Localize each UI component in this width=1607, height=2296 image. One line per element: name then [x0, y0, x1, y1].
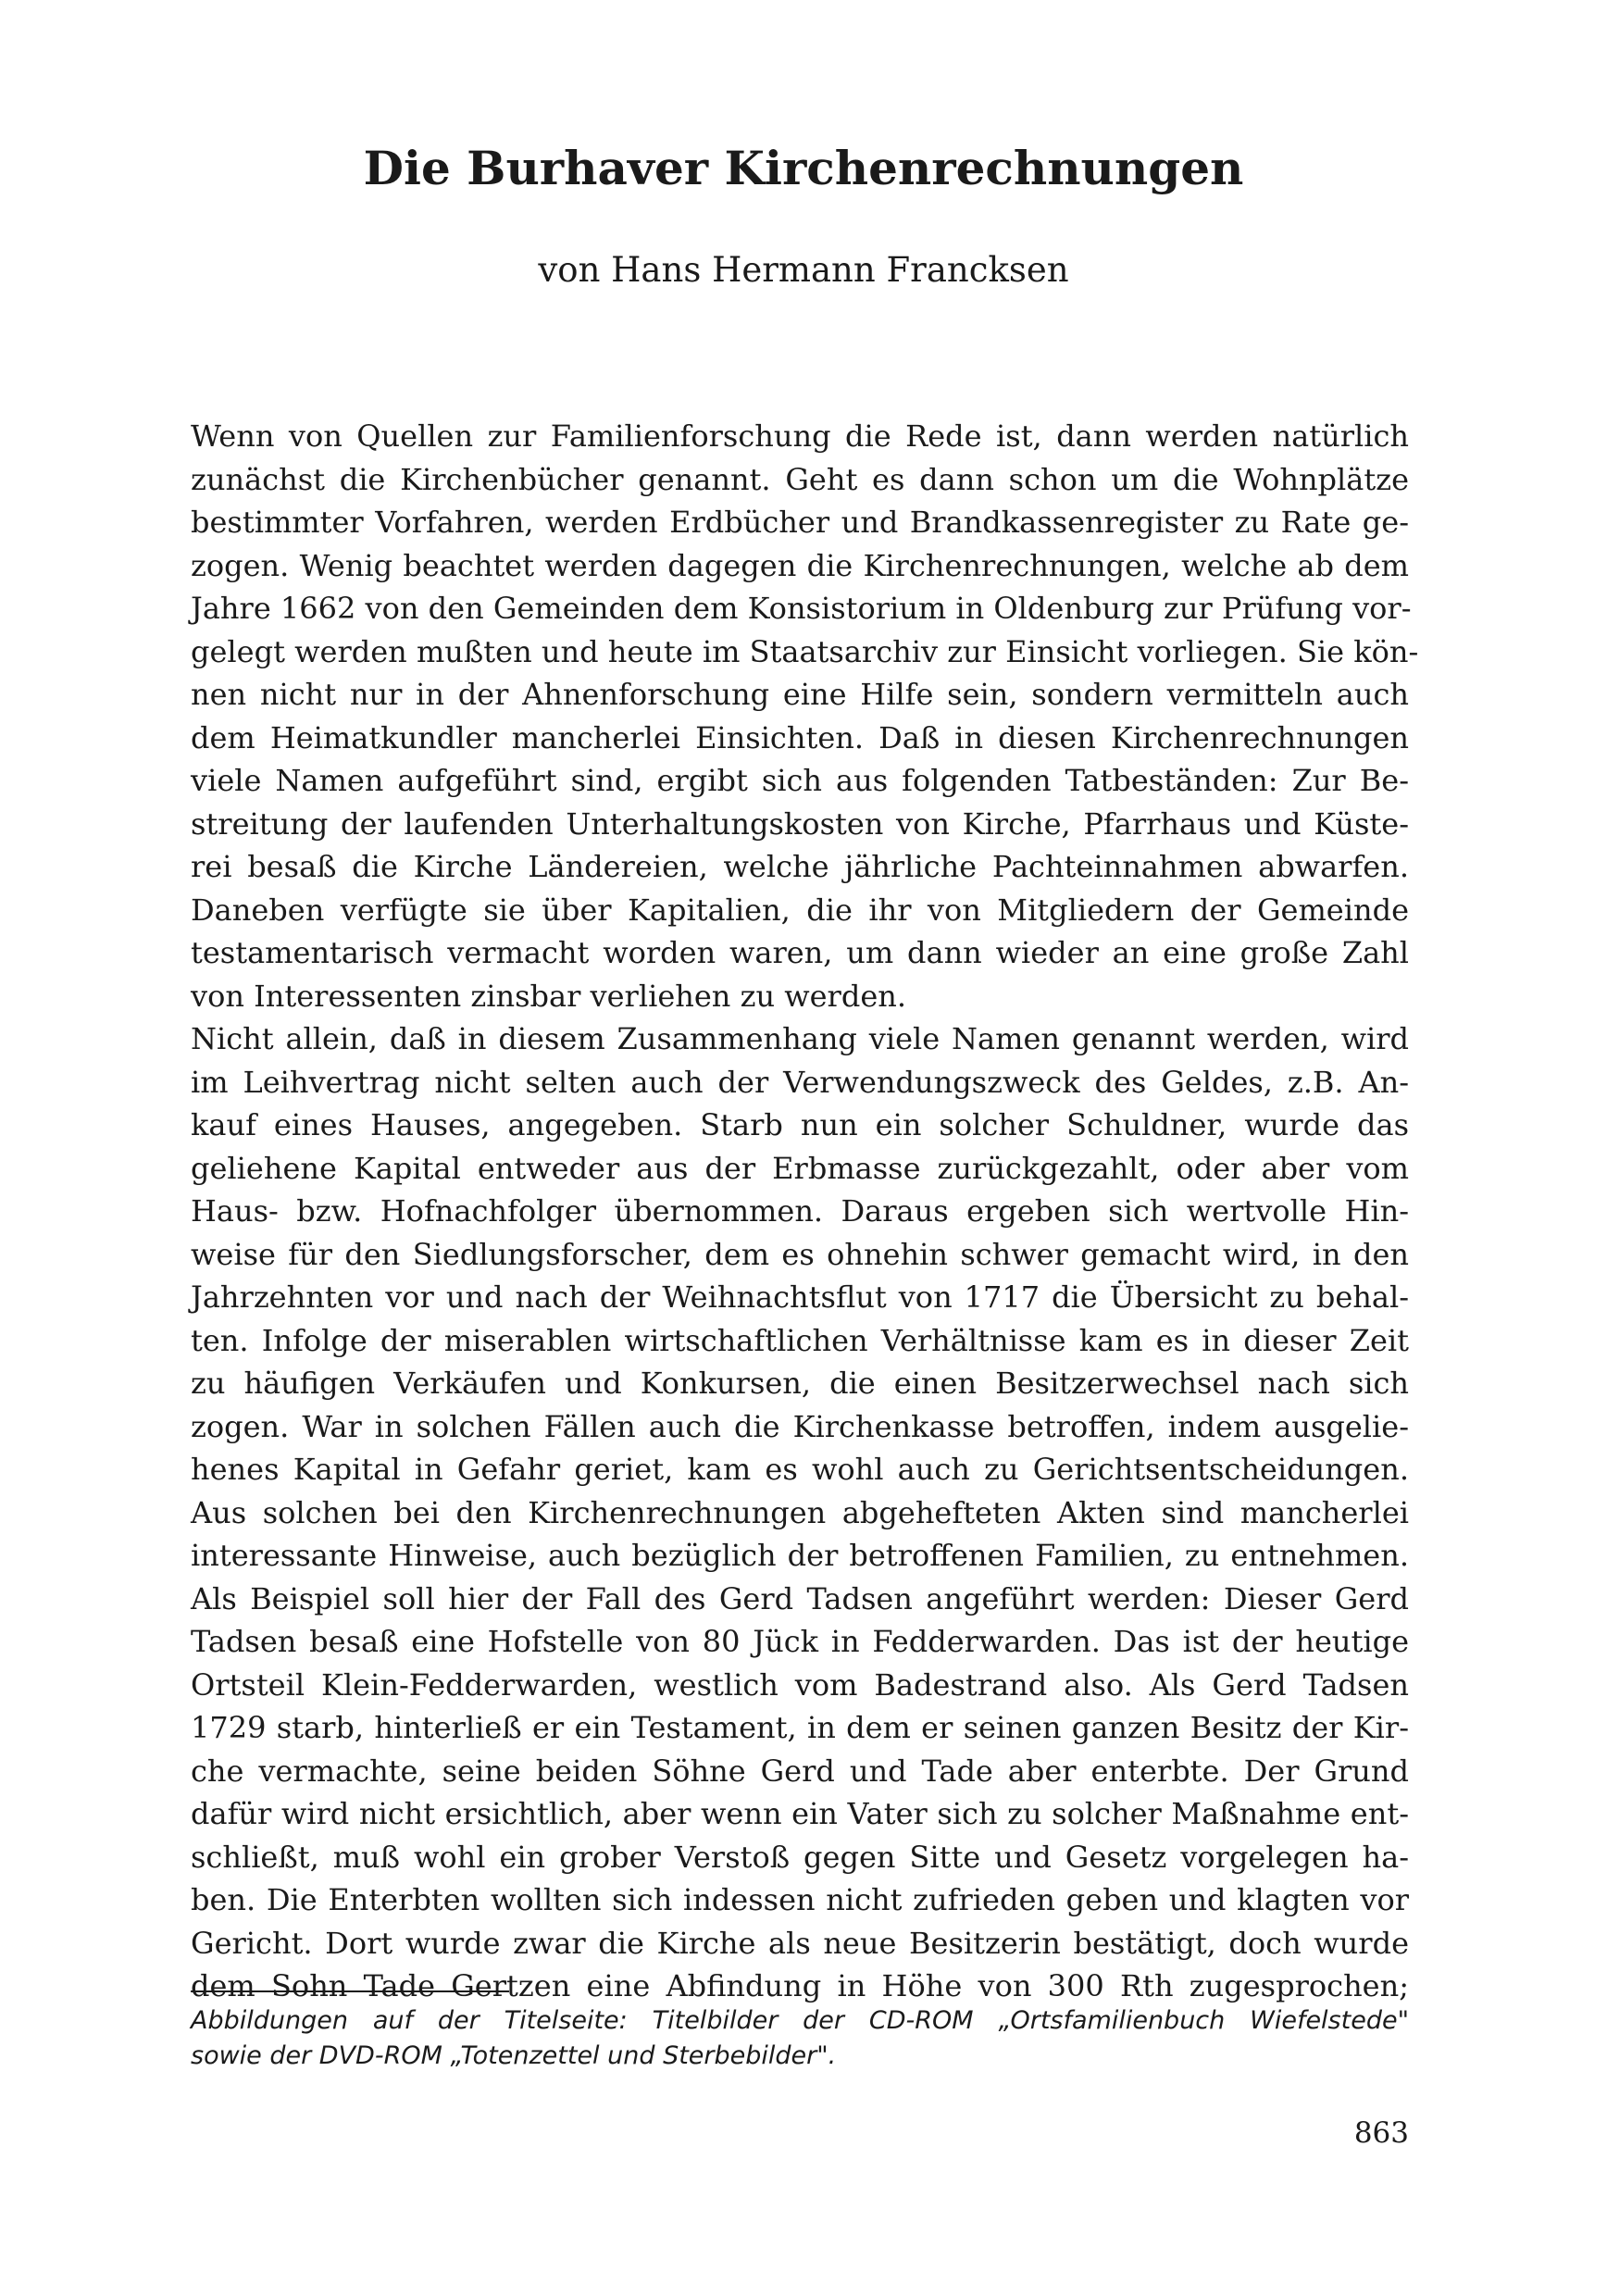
- body-line: zu häufigen Verkäufen und Konkursen, die einen Besitzerwechsel nach sich: [191, 1366, 1409, 1401]
- footnote: [191, 2003, 1409, 2074]
- footnote-divider: [191, 1990, 509, 1992]
- body-line: zogen. Wenig beachtet werden dagegen die Kirchenrechnungen, welche ab dem: [191, 547, 1409, 583]
- page-number: 863: [1353, 2116, 1409, 2150]
- body-line: Aus solchen bei den Kirchenrechnungen abgehefteten Akten sind mancherlei: [191, 1494, 1409, 1530]
- footnote-line: sowie der DVD-ROM „Totenzettel und Sterbebilder".: [191, 2041, 837, 2070]
- body-line: Daneben verfügte sie über Kapitalien, die ihr von Mitgliedern der Gemeinde: [191, 892, 1409, 928]
- body-line: testamentarisch vermacht worden waren, um dann wieder an eine große Zahl: [191, 935, 1409, 970]
- body-line: nen nicht nur in der Ahnenforschung eine Hilfe sein, sondern vermitteln auch: [191, 677, 1409, 712]
- body-line: gelegt werden mußten und heute im Staatsarchiv zur Einsicht vorliegen. Sie kön-: [191, 633, 1419, 669]
- footnote-line: Abbildungen auf der Titelseite: Titelbilder der CD-ROM „Ortsfamilienbuch Wiefelstede": [191, 2006, 1409, 2035]
- body-line: ten. Infolge der miserablen wirtschaftlichen Verhältnisse kam es in dieser Zeit: [191, 1322, 1409, 1358]
- body-line: Nicht allein, daß in diesem Zusammenhang viele Namen genannt werden, wird: [191, 1021, 1409, 1056]
- body-line: Haus- bzw. Hofnachfolger übernommen. Daraus ergeben sich wertvolle Hin-: [191, 1193, 1409, 1229]
- body-line: geliehene Kapital entweder aus der Erbmasse zurückgezahlt, oder aber vom: [191, 1150, 1409, 1186]
- body-line: dem Sohn Tade Gertzen eine Abfindung in Höhe von 300 Rth zugesprochen;: [191, 1968, 1409, 2003]
- body-line: Tadsen besaß eine Hofstelle von 80 Jück in Fedderwarden. Das ist der heutige: [191, 1624, 1409, 1659]
- body-line: dem Heimatkundler mancherlei Einsichten. Daß in diesen Kirchenrechnungen: [191, 719, 1409, 755]
- body-line: kauf eines Hauses, angegeben. Starb nun ein solcher Schuldner, wurde das: [191, 1107, 1409, 1142]
- article-body: [191, 415, 1419, 2008]
- body-line: schließt, muß wohl ein grober Verstoß gegen Sitte und Gesetz vorgelegen ha-: [191, 1839, 1409, 1875]
- body-line: Ortsteil Klein-Fedderwarden, westlich vom Badestrand also. Als Gerd Tadsen: [191, 1666, 1409, 1703]
- body-line: im Leihvertrag nicht selten auch der Verwendungszweck des Geldes, z.B. An-: [191, 1064, 1409, 1100]
- body-line: Als Beispiel soll hier der Fall des Gerd Tadsen angeführt werden: Dieser Gerd: [191, 1580, 1409, 1616]
- body-line: zunächst die Kirchenbücher genannt. Geht es dann schon um die Wohnplätze: [191, 461, 1409, 497]
- body-line: dafür wird nicht ersichtlich, aber wenn ein Vater sich zu solcher Maßnahme ent-: [191, 1796, 1409, 1831]
- body-line: Wenn von Quellen zur Familienforschung die Rede ist, dann werden natürlich: [191, 418, 1409, 454]
- body-line: 1729 starb, hinterließ er ein Testament, in dem er seinen ganzen Besitz der Kir-: [191, 1710, 1409, 1745]
- body-line: ben. Die Enterbten wollten sich indessen nicht zufrieden geben und klagten vor: [191, 1882, 1409, 1917]
- body-line: interessante Hinweise, auch bezüglich der betroffenen Familien, zu entnehmen.: [191, 1538, 1409, 1573]
- body-line: von Interessenten zinsbar verliehen zu werden.: [191, 978, 907, 1014]
- author-byline: von Hans Hermann Francksen: [538, 250, 1069, 290]
- body-line: Jahre 1662 von den Gemeinden dem Konsistorium in Oldenburg zur Prüfung vor-: [191, 591, 1412, 626]
- body-line: bestimmter Vorfahren, werden Erdbücher und Brandkassenregister zu Rate ge-: [191, 505, 1409, 540]
- body-line: rei besaß die Kirche Ländereien, welche jährliche Pachteinnahmen abwarfen.: [191, 849, 1409, 884]
- body-line: zogen. War in solchen Fällen auch die Kirchenkasse betroffen, indem ausgelie-: [191, 1408, 1409, 1444]
- page-title: Die Burhaver Kirchenrechnungen: [363, 141, 1244, 195]
- body-line: Gericht. Dort wurde zwar die Kirche als neue Besitzerin bestätigt, doch wurde: [191, 1925, 1409, 1961]
- body-line: henes Kapital in Gefahr geriet, kam es wohl auch zu Gerichtsentscheidungen.: [191, 1452, 1409, 1487]
- body-line: streitung der laufenden Unterhaltungskosten von Kirche, Pfarrhaus und Küste-: [191, 805, 1409, 842]
- body-line: Jahrzehnten vor und nach der Weihnachtsflut von 1717 die Übersicht zu behal-: [191, 1279, 1409, 1315]
- body-line: che vermachte, seine beiden Söhne Gerd und Tade aber enterbte. Der Grund: [191, 1753, 1409, 1789]
- body-line: weise für den Siedlungsforscher, dem es ohnehin schwer gemacht wird, in den: [191, 1236, 1409, 1272]
- body-line: viele Namen aufgeführt sind, ergibt sich aus folgenden Tatbeständen: Zur Be-: [191, 763, 1409, 798]
